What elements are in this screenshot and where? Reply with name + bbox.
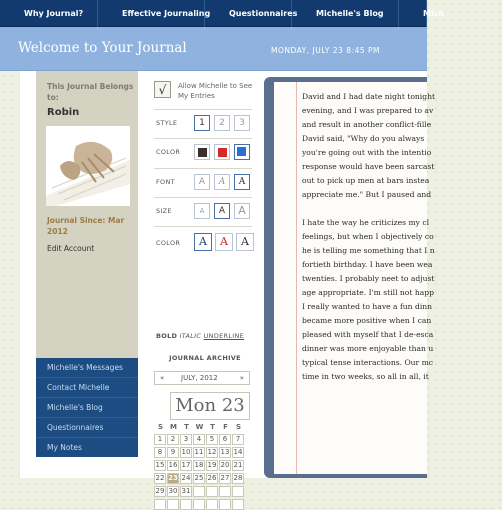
calendar-day[interactable]: 6 (219, 434, 231, 445)
journal-line: he is telling me something that I n (302, 246, 435, 255)
calendar-day[interactable]: 7 (232, 434, 244, 445)
journal-line: pleased with myself that I de-esca (302, 330, 434, 339)
calendar-day[interactable]: 31 (181, 487, 191, 495)
swatch-red-button[interactable] (214, 144, 230, 160)
size-option-medium[interactable]: A (214, 203, 230, 219)
calendar-day[interactable]: 9 (167, 447, 179, 458)
calendar-day[interactable]: 30 (168, 487, 178, 495)
calendar-day[interactable]: 13 (220, 448, 230, 456)
style-label: STYLE (156, 119, 178, 127)
weekday-label: T (184, 423, 189, 431)
calendar-empty-cell (219, 499, 231, 510)
weekday-label: W (195, 423, 204, 431)
calendar-day[interactable]: 23 (168, 474, 178, 482)
weekday-label: T (210, 423, 215, 431)
journal-line: became more positive when I can (302, 316, 432, 325)
text-color-black[interactable]: A (236, 233, 254, 251)
calendar-day[interactable]: 21 (233, 461, 243, 469)
next-month-button[interactable]: » (239, 374, 244, 382)
font-option-italic[interactable]: A (214, 174, 230, 190)
weekday-label: S (157, 423, 164, 431)
text-color-red[interactable]: A (215, 233, 233, 251)
menu-item-questionnaires[interactable]: Questionnaires (36, 418, 138, 438)
menu-item-contact[interactable]: Contact Michelle (36, 378, 138, 398)
calendar-empty-cell (232, 499, 244, 510)
calendar-day[interactable]: 1 (154, 434, 166, 445)
allow-checkbox[interactable]: √ (154, 81, 171, 98)
calendar-day[interactable]: 5 (206, 434, 218, 445)
current-month: JULY, 2012 (181, 374, 218, 382)
calendar-empty-cell (193, 486, 205, 497)
journal-since: Journal Since: Mar 2012 (47, 216, 125, 236)
calendar-day[interactable]: 3 (180, 434, 192, 445)
text-color-label: COLOR (156, 239, 181, 247)
weekday-label: S (235, 423, 242, 431)
menu-item-messages[interactable]: Michelle's Messages (36, 358, 138, 378)
journal-line: and result in another conflict-fille (302, 120, 432, 129)
nav-effective-journaling[interactable]: Effective Journaling (98, 0, 205, 27)
swatch-red-icon (218, 148, 227, 157)
journal-line: appreciate me." But I paused and (302, 190, 432, 199)
calendar-day[interactable]: 25 (194, 474, 204, 482)
typing-hands-image (46, 126, 130, 206)
font-option-sans[interactable]: A (194, 174, 210, 190)
font-label: FONT (156, 178, 175, 186)
page-title: Welcome to Your Journal (18, 40, 187, 56)
calendar-empty-cell (232, 486, 244, 497)
allow-label: Allow Michelle to See My Entries (178, 82, 253, 100)
calendar-day[interactable]: 16 (168, 461, 178, 469)
font-option-serif[interactable]: A (234, 174, 250, 190)
journal-line: out to pick up men at bars instea (302, 176, 430, 185)
prev-month-button[interactable]: « (160, 374, 165, 382)
calendar-empty-cell (193, 499, 205, 510)
journal-line: you're going out with the intentio (302, 148, 432, 157)
format-italic[interactable]: ITALIC (179, 332, 202, 340)
font-row (154, 168, 252, 194)
journal-line: twenties. I probably neet to adjust (302, 274, 435, 283)
calendar-day[interactable]: 18 (194, 461, 204, 469)
text-color-row (154, 226, 252, 256)
nav-why-journal[interactable]: Why Journal? (0, 0, 98, 27)
weekday-label: M (170, 423, 177, 431)
journal-line: fortieth birthday. I have been wea (302, 260, 433, 269)
calendar-day[interactable]: 19 (207, 461, 217, 469)
editor-toolbar (150, 71, 254, 495)
selected-day: Mon 23 (170, 392, 250, 420)
journal-header (0, 27, 427, 71)
calendar-day[interactable]: 24 (181, 474, 191, 482)
nav-michelle-truncated[interactable]: Mich (399, 0, 427, 27)
format-underline[interactable]: UNDERLINE (203, 332, 245, 340)
size-option-small[interactable]: A (194, 203, 210, 219)
page-margin-line (296, 82, 297, 474)
calendar-day[interactable]: 2 (167, 434, 179, 445)
calendar-day[interactable]: 8 (154, 447, 166, 458)
calendar-empty-cell (206, 499, 218, 510)
text-color-blue[interactable]: A (194, 233, 212, 251)
sidebar-menu (36, 358, 138, 457)
calendar-day[interactable]: 12 (207, 448, 217, 456)
owner-name: Robin (47, 107, 80, 118)
journal-line: dinner was more enjoyable than u (302, 344, 434, 353)
belongs-to-label: This Journal Belongs to: (47, 82, 134, 102)
calendar-day[interactable]: 26 (207, 474, 217, 482)
calendar-day[interactable]: 14 (233, 448, 243, 456)
current-datetime: MONDAY, JULY 23 8:45 PM (271, 46, 381, 55)
calendar-day[interactable]: 17 (181, 461, 191, 469)
journal-entry-text[interactable] (302, 90, 502, 398)
top-navigation (0, 0, 445, 27)
color-row (154, 138, 252, 164)
calendar-day[interactable]: 10 (181, 448, 191, 456)
style-option-1[interactable]: 1 (194, 115, 210, 131)
nav-questionnaires[interactable]: Questionnaires (205, 0, 292, 27)
format-options (156, 332, 244, 340)
journal-archive-title: JOURNAL ARCHIVE (169, 354, 241, 362)
calendar-empty-cell (180, 499, 192, 510)
journal-line: time in two weeks, so all in all, it (302, 372, 429, 381)
calendar-day[interactable]: 22 (155, 474, 165, 482)
menu-item-notes[interactable]: My Notes (47, 443, 82, 452)
swatch-blue-icon (237, 147, 246, 156)
style-option-3[interactable]: 3 (234, 115, 250, 131)
style-row (154, 109, 252, 135)
journal-line: I really wanted to have a fun dinn (302, 302, 433, 311)
calendar-day[interactable]: 29 (155, 487, 165, 495)
size-label: SIZE (156, 207, 172, 215)
journal-line: I hate the way he criticizes my cl (302, 218, 430, 227)
journal-line: David and I had date night tonight (302, 92, 436, 101)
journal-line: age appropriate. I'm still not happ (302, 288, 434, 297)
size-option-large[interactable]: A (234, 203, 250, 219)
size-row (154, 197, 252, 223)
journal-line: response would have been sarcast (302, 162, 435, 171)
month-selector (154, 371, 250, 385)
calendar-day[interactable]: 15 (155, 461, 165, 469)
calendar-empty-cell (219, 486, 231, 497)
calendar-day[interactable]: 20 (220, 461, 230, 469)
edit-account-link[interactable]: Edit Account (47, 244, 95, 253)
journal-line: feelings, but when I objectively co (302, 232, 434, 241)
calendar-day[interactable]: 28 (233, 474, 243, 482)
calendar-day[interactable]: 27 (220, 474, 230, 482)
swatch-dark-button[interactable] (194, 144, 210, 160)
menu-item-blog[interactable]: Michelle's Blog (36, 398, 138, 418)
color-label: COLOR (156, 148, 181, 156)
calendar-empty-cell (206, 486, 218, 497)
swatch-blue-button[interactable] (234, 144, 250, 160)
style-option-2[interactable]: 2 (214, 115, 230, 131)
calendar-day[interactable]: 4 (193, 434, 205, 445)
format-bold[interactable]: BOLD (156, 332, 178, 340)
weekday-label: F (223, 423, 228, 431)
calendar-empty-cell (167, 499, 179, 510)
calendar-empty-cell (154, 499, 166, 510)
swatch-dark-icon (198, 148, 207, 157)
journal-page[interactable] (274, 82, 436, 474)
journal-line: evening, and I was prepared to av (302, 106, 434, 115)
weekday-header (154, 423, 250, 431)
nav-michelles-blog[interactable]: Michelle's Blog (292, 0, 399, 27)
allow-michelle-option (154, 79, 254, 105)
journal-line: David said, "Why do you always (302, 134, 425, 143)
journal-line: typical tense interactions. Our mc (302, 358, 434, 367)
calendar-day[interactable]: 11 (194, 448, 204, 456)
